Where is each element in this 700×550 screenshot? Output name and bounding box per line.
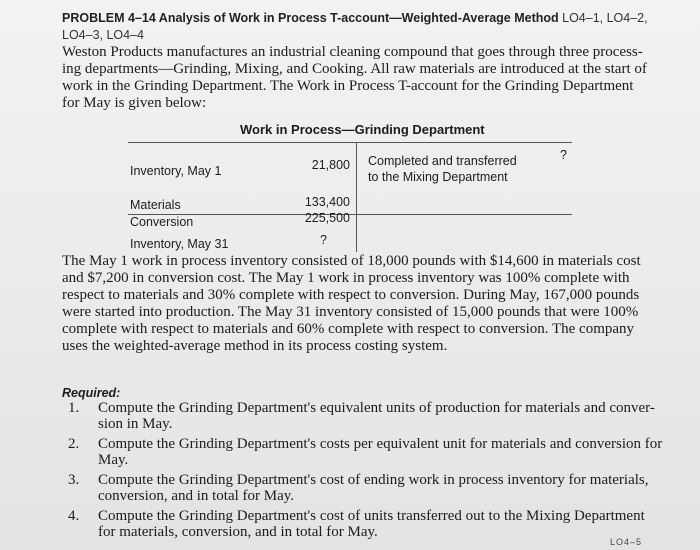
details-line: The May 1 work in process inventory consisted of 18,000 pounds with $14,600 in materials cost — [62, 253, 641, 269]
required-item-number: 2. — [68, 436, 80, 452]
ending-inventory-value: ? — [320, 233, 327, 247]
details-line: uses the weighted-average method in its process costing system. — [62, 338, 448, 354]
conversion-label: Conversion — [130, 215, 194, 229]
t-account-title: Work in Process—Grinding Department — [240, 122, 485, 137]
details-line: and $7,200 in conversion cost. The May 1 work in process inventory was 100% complete with — [62, 270, 630, 286]
t-account-balance-rule — [128, 214, 572, 215]
conversion-value: 225,500 — [304, 211, 350, 225]
intro-line: ing departments—Grinding, Mixing, and Cooking. All raw materials are introduced at the start of — [62, 61, 647, 77]
details-line: complete with respect to materials and 60% complete with respect to conversion. The company — [62, 321, 635, 337]
transferred-value: ? — [560, 148, 567, 162]
transferred-label-line2: to the Mixing Department — [368, 170, 508, 184]
ending-inventory-label: Inventory, May 31 — [130, 237, 229, 251]
problem-title: PROBLEM 4–14 Analysis of Work in Process T-account—Weighted-Average Method — [62, 11, 559, 25]
footer-fragment: LO4–5 — [610, 537, 643, 547]
intro-line: Weston Products manufactures an industrial cleaning compound that goes through three process- — [62, 44, 643, 60]
materials-value: 133,400 — [304, 195, 350, 209]
required-item-number: 3. — [68, 472, 80, 488]
details-line: respect to materials and 30% complete with respect to conversion. During May, 167,000 pounds — [62, 287, 640, 303]
learning-objectives-1: LO4–1, LO4–2, — [562, 11, 648, 25]
intro-line: work in the Grinding Department. The Work in Process T-account for the Grinding Department — [62, 78, 634, 94]
required-item-text: for materials, conversion, and in total for May. — [98, 524, 378, 540]
problem-heading — [62, 10, 672, 44]
t-account — [128, 120, 572, 252]
required-item-text: Compute the Grinding Department's costs per equivalent unit for materials and conversion for — [98, 436, 663, 452]
transferred-label-line1: Completed and transferred — [368, 154, 517, 168]
required-item-text: sion in May. — [98, 416, 173, 432]
t-account-top-rule — [128, 142, 572, 143]
required-item-text: Compute the Grinding Department's equivalent units of production for materials and conver- — [98, 400, 655, 416]
materials-label: Materials — [130, 198, 181, 212]
opening-inventory-value: 21,800 — [311, 158, 350, 172]
intro-paragraph — [62, 44, 674, 112]
learning-objectives-2: LO4–3, LO4–4 — [62, 28, 145, 42]
details-line: were started into production. The May 31 inventory consisted of 15,000 pounds that were 100% — [62, 304, 639, 320]
details-paragraph — [62, 253, 674, 355]
required-item-text: conversion, and in total for May. — [98, 488, 295, 504]
opening-inventory-label: Inventory, May 1 — [130, 164, 222, 178]
t-account-center-rule — [356, 142, 357, 252]
required-item-text: Compute the Grinding Department's cost of ending work in process inventory for materials, — [98, 472, 649, 488]
required-item-number: 1. — [68, 400, 80, 416]
intro-line: for May is given below: — [62, 95, 207, 111]
required-item-text: Compute the Grinding Department's cost of units transferred out to the Mixing Department — [98, 508, 645, 524]
required-item-text: May. — [98, 452, 129, 468]
required-item-number: 4. — [68, 508, 80, 524]
required-label: Required: — [62, 386, 121, 400]
